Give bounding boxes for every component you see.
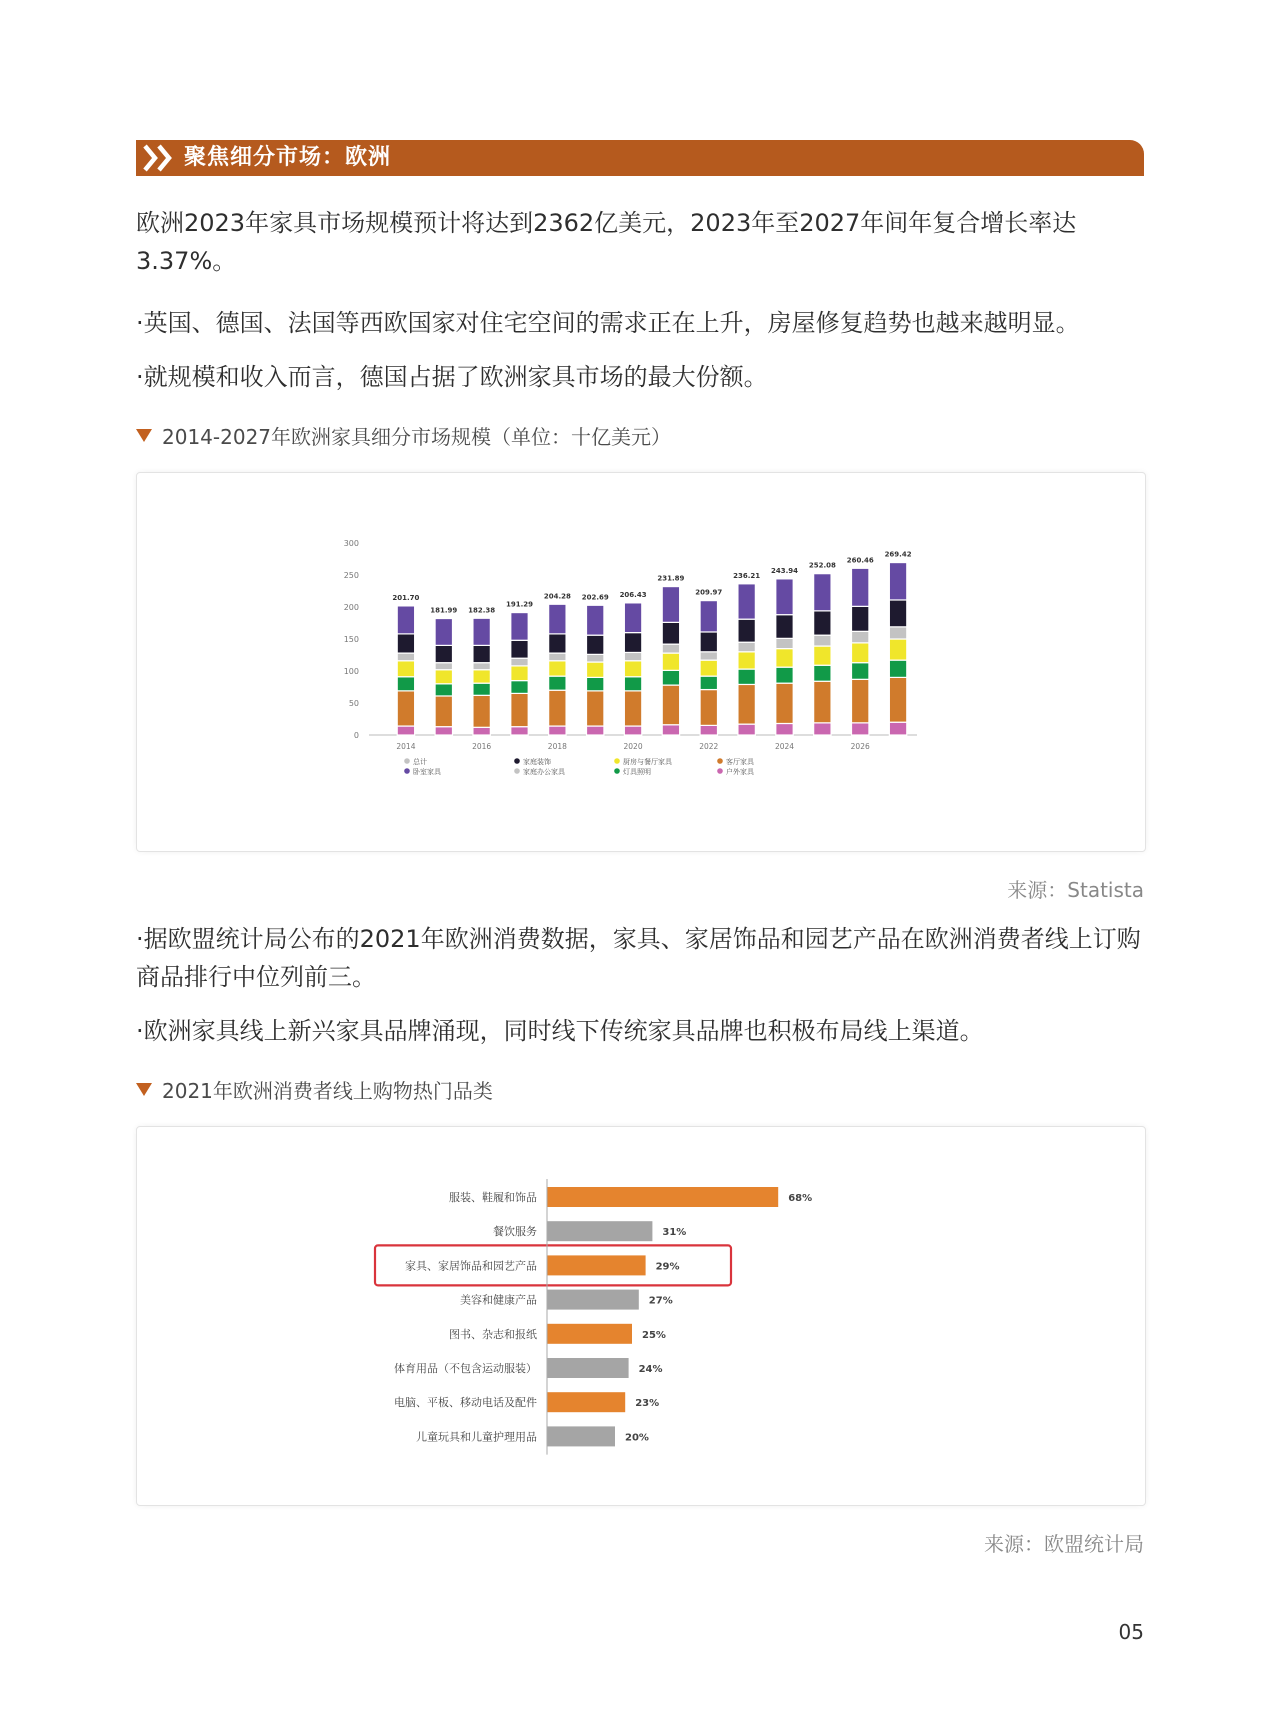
category-label: 电脑、平板、移动电话及配件 <box>394 1396 537 1410</box>
bar-segment <box>549 676 566 690</box>
legend-label: 家庭装饰 <box>523 758 551 766</box>
horizontal-bar-chart <box>137 1127 1145 1505</box>
legend-swatch <box>404 768 410 774</box>
value-label: 23% <box>635 1398 660 1410</box>
bar-segment <box>435 663 452 670</box>
bar-segment <box>587 635 604 654</box>
y-tick-label: 0 <box>353 731 359 740</box>
bar-segment <box>700 652 717 660</box>
bar-segment <box>511 693 528 726</box>
bar-segment <box>662 725 679 735</box>
legend-label: 厨房与餐厅家具 <box>623 758 672 766</box>
bar-segment <box>549 653 566 661</box>
bar-segment <box>852 679 869 723</box>
bullet-item: ·据欧盟统计局公布的2021年欧洲消费数据，家具、家居饰品和园艺产品在欧洲消费者线上订购商品排行中位列前三。 <box>136 925 1141 991</box>
bullet-item: ·欧洲家具线上新兴家具品牌涌现，同时线下传统家具品牌也积极布局线上渠道。 <box>136 1017 984 1045</box>
bar-segment <box>473 618 490 645</box>
bar-segment <box>397 691 414 726</box>
y-tick-label: 100 <box>343 667 359 676</box>
category-label: 餐饮服务 <box>493 1225 537 1239</box>
legend-swatch <box>717 768 723 774</box>
bar <box>547 1221 652 1241</box>
bar-segment <box>700 725 717 735</box>
bar-segment <box>852 723 869 735</box>
bar <box>547 1187 778 1207</box>
bar-segment <box>852 606 869 631</box>
category-label: 儿童玩具和儿童护理用品 <box>416 1430 537 1444</box>
bar-segment <box>814 723 831 735</box>
legend-swatch <box>514 768 520 774</box>
page-number: 05 <box>1118 1620 1144 1644</box>
bar-segment <box>549 726 566 735</box>
bar-segment <box>889 677 906 722</box>
bar-segment <box>662 670 679 685</box>
bar-segment <box>511 727 528 735</box>
bar-segment <box>624 603 641 633</box>
bar <box>547 1392 625 1412</box>
bar-segment <box>624 661 641 677</box>
chart2-caption-text: 2021年欧洲消费者线上购物热门品类 <box>162 1079 493 1103</box>
total-label: 191.29 <box>505 600 534 609</box>
bar-segment <box>776 667 793 683</box>
legend-swatch <box>404 758 410 764</box>
bar-segment <box>776 723 793 735</box>
bar-segment <box>852 663 869 680</box>
bar-segment <box>435 619 452 646</box>
bar-segment <box>473 695 490 727</box>
bar-segment <box>549 690 566 726</box>
double-chevron-icon <box>142 144 178 172</box>
bar-segment <box>776 579 793 615</box>
y-tick-label: 300 <box>343 539 359 548</box>
category-label: 体育用品（不包含运动服装） <box>394 1362 537 1375</box>
category-label: 美容和健康产品 <box>460 1293 537 1307</box>
legend-label: 卧室家具 <box>413 768 441 776</box>
bar-segment <box>662 653 679 670</box>
bar-segment <box>662 622 679 644</box>
chart1-caption <box>136 424 671 450</box>
bar-segment <box>473 645 490 662</box>
bar-segment <box>738 652 755 669</box>
bar-segment <box>889 600 906 627</box>
bar-segment <box>814 681 831 723</box>
bar <box>547 1358 629 1378</box>
x-tick-label: 2014 <box>396 742 416 751</box>
bar-segment <box>738 684 755 724</box>
bar-segment <box>700 690 717 726</box>
x-tick-label: 2026 <box>850 742 870 751</box>
value-label: 29% <box>655 1261 680 1273</box>
bar-segment <box>397 634 414 653</box>
total-label: 202.69 <box>581 593 609 602</box>
bar-segment <box>549 604 566 634</box>
chart1-caption-text: 2014-2027年欧洲家具细分市场规模（单位：十亿美元） <box>162 425 672 449</box>
bar-segment <box>889 639 906 660</box>
bar-segment <box>624 633 641 653</box>
bar-segment <box>662 685 679 725</box>
chart1-source: 来源：Statista <box>1007 878 1144 902</box>
x-tick-label: 2018 <box>547 742 567 751</box>
legend-label: 家庭办公家具 <box>523 768 565 776</box>
bar-segment <box>700 676 717 689</box>
y-tick-label: 250 <box>343 571 359 580</box>
bar-segment <box>700 632 717 652</box>
section-title: 聚焦细分市场：欧洲 <box>184 145 392 170</box>
bar-segment <box>852 643 869 663</box>
bar-segment <box>662 587 679 623</box>
legend-label: 总计 <box>413 758 427 766</box>
x-tick-label: 2022 <box>699 742 719 751</box>
bar-segment <box>776 638 793 648</box>
bar-segment <box>549 634 566 653</box>
total-label: 260.46 <box>846 556 874 565</box>
bar-segment <box>852 568 869 606</box>
legend-swatch <box>717 758 723 764</box>
y-tick-label: 50 <box>348 699 359 708</box>
bar-segment <box>435 645 452 662</box>
bar-segment <box>473 683 490 695</box>
bar-segment <box>549 661 566 676</box>
bar-segment <box>473 727 490 735</box>
chart2-caption <box>136 1078 493 1104</box>
bar <box>547 1426 615 1446</box>
bar-segment <box>587 654 604 662</box>
bar-segment <box>435 670 452 684</box>
stacked-bar-chart <box>137 473 1145 851</box>
bar-segment <box>814 611 831 635</box>
bullet-item: ·就规模和收入而言，德国占据了欧洲家具市场的最大份额。 <box>136 363 768 391</box>
bar-segment <box>814 574 831 611</box>
bar-segment <box>435 727 452 735</box>
bar-segment <box>511 666 528 681</box>
bar-segment <box>738 619 755 642</box>
total-label: 231.89 <box>657 574 685 583</box>
chart2-panel <box>136 1126 1146 1506</box>
bar-segment <box>852 631 869 643</box>
chart1-panel <box>136 472 1146 852</box>
bar-segment <box>397 653 414 661</box>
bar-segment <box>624 677 641 691</box>
bar-segment <box>889 722 906 735</box>
total-label: 181.99 <box>430 606 458 615</box>
value-label: 68% <box>788 1193 813 1204</box>
x-tick-label: 2016 <box>472 742 492 751</box>
total-label: 206.43 <box>619 590 647 599</box>
bar-segment <box>889 627 906 639</box>
total-label: 209.97 <box>695 588 723 597</box>
bar-segment <box>511 613 528 641</box>
bar-segment <box>738 642 755 652</box>
y-tick-label: 150 <box>343 635 359 644</box>
x-tick-label: 2024 <box>774 742 795 751</box>
bar-segment <box>587 726 604 735</box>
bar-segment <box>473 670 490 683</box>
legend-swatch <box>514 758 520 764</box>
bar-segment <box>397 661 414 677</box>
chart2-source: 来源：欧盟统计局 <box>984 1532 1144 1556</box>
bar-segment <box>662 644 679 653</box>
bar-segment <box>889 563 906 600</box>
bar-segment <box>473 663 490 670</box>
bar-segment <box>397 677 414 691</box>
bar-segment <box>814 646 831 665</box>
total-label: 201.70 <box>392 593 420 602</box>
bar-segment <box>776 683 793 723</box>
bar-segment <box>397 726 414 735</box>
value-label: 31% <box>662 1227 687 1239</box>
category-label: 图书、杂志和报纸 <box>449 1327 537 1341</box>
legend-label: 户外家具 <box>726 768 754 776</box>
total-label: 182.38 <box>468 606 496 615</box>
legend-swatch <box>614 768 620 774</box>
bar-segment <box>587 677 604 690</box>
bar <box>547 1324 632 1344</box>
value-label: 27% <box>648 1295 673 1307</box>
bar-segment <box>511 658 528 666</box>
section-banner <box>136 140 1144 176</box>
category-label: 服装、鞋履和饰品 <box>449 1191 537 1204</box>
bar <box>547 1290 639 1310</box>
bar-segment <box>624 726 641 735</box>
triangle-down-icon <box>136 429 152 442</box>
bar-segment <box>511 640 528 658</box>
total-label: 252.08 <box>808 561 836 570</box>
x-tick-label: 2020 <box>623 742 643 751</box>
bar-segment <box>738 724 755 735</box>
bar-segment <box>814 665 831 681</box>
bullet-item: ·英国、德国、法国等西欧国家对住宅空间的需求正在上升，房屋修复趋势也越来越明显。 <box>136 309 1080 337</box>
bar-segment <box>511 681 528 694</box>
bar-segment <box>738 584 755 619</box>
bar-segment <box>587 662 604 677</box>
bar-segment <box>889 660 906 677</box>
category-label: 家具、家居饰品和园艺产品 <box>405 1259 537 1273</box>
bar-segment <box>814 635 831 646</box>
bar-segment <box>435 684 452 696</box>
bar-segment <box>587 605 604 635</box>
y-tick-label: 200 <box>343 603 359 612</box>
bar-segment <box>738 669 755 684</box>
legend-swatch <box>614 758 620 764</box>
total-label: 204.28 <box>543 592 571 601</box>
bar-segment <box>587 691 604 726</box>
value-label: 20% <box>625 1432 649 1444</box>
bar-segment <box>776 615 793 639</box>
value-label: 25% <box>642 1329 666 1341</box>
bar-segment <box>624 691 641 726</box>
bar-segment <box>397 606 414 634</box>
bar-segment <box>435 696 452 727</box>
value-label: 24% <box>638 1364 663 1375</box>
bar-segment <box>776 649 793 668</box>
legend-label: 客厅家具 <box>726 758 754 766</box>
triangle-down-icon <box>136 1083 152 1096</box>
bar-segment <box>624 652 641 660</box>
total-label: 236.21 <box>733 571 761 580</box>
total-label: 243.94 <box>770 566 799 575</box>
total-label: 269.42 <box>884 550 912 559</box>
intro-paragraph: 欧洲2023年家具市场规模预计将达到2362亿美元，2023年至2027年间年复合增长率达3.37%。 <box>136 209 1077 275</box>
legend-label: 灯具照明 <box>623 768 651 776</box>
bar-segment <box>700 601 717 632</box>
bar <box>547 1255 646 1275</box>
bar-segment <box>700 660 717 676</box>
